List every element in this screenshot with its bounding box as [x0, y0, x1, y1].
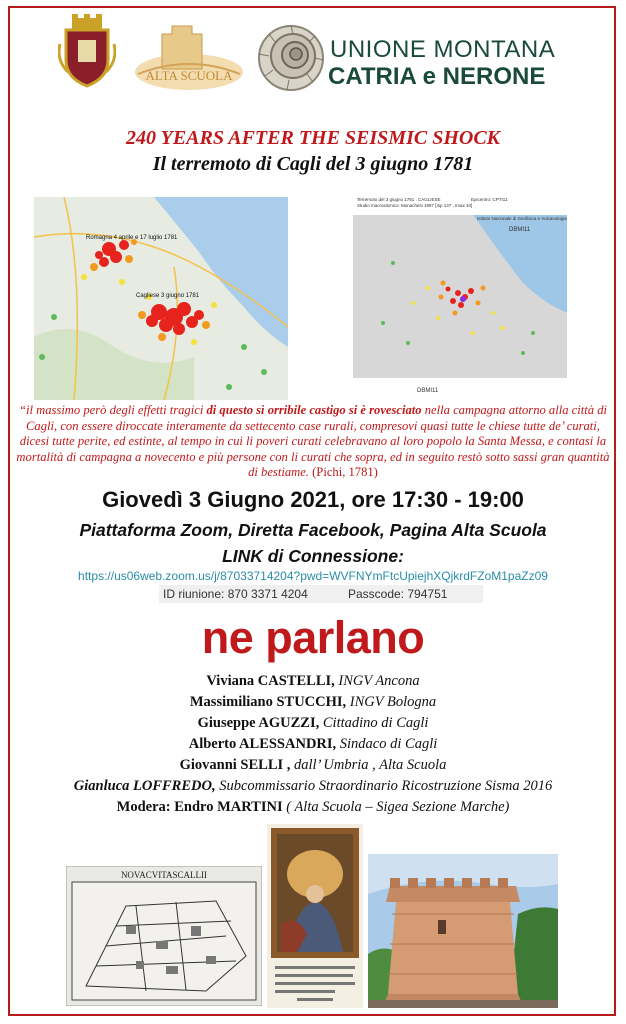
speaker-item: Alberto ALESSANDRI, Sindaco di Cagli [188, 736, 438, 752]
historical-quote [14, 403, 612, 481]
speaker-item: Giovanni SELLI , dall’ Umbria , Alta Scuola [179, 757, 447, 773]
alta-scuola-logo [132, 14, 246, 94]
earthquake-map-romagna-cagliese [34, 197, 288, 400]
painting-image [267, 824, 363, 1008]
quote-source: (Pichi, 1781) [308, 465, 378, 480]
speaker-item: Giuseppe AGUZZI, Cittadino di Cagli [197, 715, 429, 731]
map2-institute: Istituto Nazionale di Geofisica e Vulcanologia [477, 216, 567, 221]
map1-romagna-label: Romagna 4 aprile e 17 luglio 1781 [86, 235, 178, 241]
main-title: 240 YEARS AFTER THE SEISMIC SHOCK [125, 127, 501, 149]
quote-part1: “il massimo però degli effetti tragici [18, 403, 207, 417]
meeting-id: ID riunione: 870 3371 4204 [163, 587, 308, 601]
quote-bold: di questo sì orribile castigo si è rovesciato [206, 403, 422, 417]
earthquake-map-dbmi11 [353, 193, 567, 400]
passcode: Passcode: 794751 [348, 587, 448, 601]
moderator-item: Modera: Endro MARTINI ( Alta Scuola – Sigea Sezione Marche) [116, 799, 510, 815]
meeting-id-row [159, 585, 483, 603]
speakers-heading: ne parlano [201, 612, 425, 663]
cagli-coat-of-arms-logo [58, 14, 116, 88]
union-subtitle: CATRIA e NERONE [328, 63, 546, 90]
alta-scuola-logo-text: ALTA SCUOLA [145, 68, 233, 83]
event-platform: Piattaforma Zoom, Diretta Facebook, Pagina Alta Scuola [79, 520, 547, 540]
speaker-item: Gianluca LOFFREDO, Subcommissario Straordinario Ricostruzione Sisma 2016 [73, 778, 553, 794]
zoom-link[interactable]: https://us06web.zoom.us/j/87033714204?pwd=WVFNYmFtcUpiejhXQjkrdFZoM1paZz09 [78, 569, 548, 583]
map1-cagliese-label: Cagliese 3 giugno 1781 [136, 293, 200, 299]
subtitle: Il terremoto di Cagli del 3 giugno 1781 [152, 153, 474, 175]
event-date: Giovedì 3 Giugno 2021, ore 17:30 - 19:00 [102, 487, 524, 512]
map2-badge: DBMI11 [509, 227, 531, 233]
ammonite-logo [257, 24, 325, 92]
map2-badge-bottom: DBMI11 [417, 388, 439, 394]
quote-part2: nella campagna attorno alla città di Cagli, con essere diroccate interamente da settecento case rurali, compresovi quasi tutte le chiese tutte de’ curati, dicesi tutte perite, ed estinte, al tempo in cui li poveri curati celebravano al loro popolo la Santa Messa, e contasi la mortalità di campagna a novecento e più persone con li curati che sopra, ed in seguito restò sotto sassi gran quantità di bestiame. [16, 403, 610, 480]
map2-header: Terremoto del 3 giugno 1781 . CAGLIESE [357, 197, 441, 202]
castle-tower-image [368, 854, 558, 1008]
map2-header2: Studio macrosismico: Monachesi 1987 [Isp 137 , Imax 10] [357, 203, 473, 208]
speakers-list [0, 671, 626, 818]
map2-epicentro: Epicentro: CPTI11 [471, 197, 508, 202]
speaker-item: Massimiliano STUCCHI, INGV Bologna [189, 694, 437, 710]
link-heading: LINK di Connessione: [222, 546, 404, 566]
speaker-item: Viviana CASTELLI, INGV Ancona [206, 673, 420, 689]
union-title: UNIONE MONTANA [330, 36, 556, 63]
historic-city-map-image [66, 866, 262, 1006]
city-map-title: NOVACVITASCALLII [120, 870, 208, 880]
